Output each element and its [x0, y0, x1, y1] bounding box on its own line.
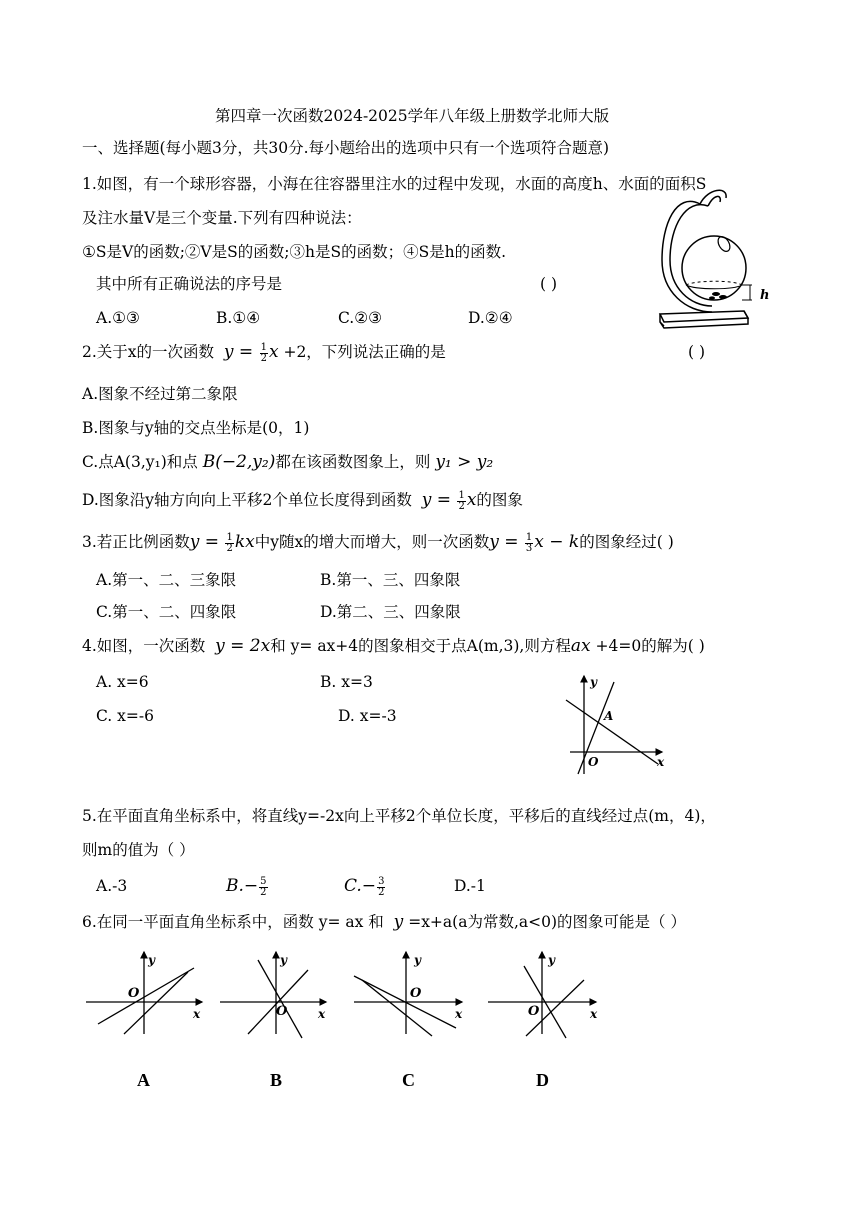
- q1-container-figure: [656, 184, 756, 334]
- q1-figure-h-label: h: [760, 288, 770, 303]
- q6-stem: 6.在同一平面直角坐标系中，函数 y= ax 和 y =x+a(a为常数,a<0)的图象可能是（ ）: [82, 912, 686, 932]
- q1-option-d: D.②④: [468, 309, 513, 327]
- q5-option-c: C.− $\frac{3}{2}$: [344, 875, 385, 898]
- q4-figure-point-a-label: A: [604, 709, 614, 723]
- q6-b-caption: B: [270, 1070, 283, 1090]
- q6-c-x-label: x: [455, 1007, 463, 1021]
- q4-stem: 4.如图，一次函数 y = 2x和 y= ax+4的图象相交于点A(m,3),则方程ax +4=0的解为( ): [82, 636, 705, 656]
- q2-option-c: C.点A(3,y₁)和点 B(−2,y₂)都在该函数图象上，则 y₁ > y₂: [82, 452, 494, 472]
- q2-answer-paren: ( ): [688, 343, 706, 361]
- q1-line2: 及注水量V是三个变量.下列有四种说法：: [82, 209, 362, 227]
- q6-a-y-label: y: [148, 953, 155, 967]
- q1-option-a: A.①③: [96, 309, 140, 327]
- section-heading: 一、选择题(每小题3分，共30分.每小题给出的选项中只有一个选项符合题意): [82, 139, 610, 157]
- q3-option-d: D.第二、三、四象限: [320, 603, 461, 621]
- q3-option-c: C.第一、二、四象限: [96, 603, 237, 621]
- q4-figure-origin-label: O: [588, 755, 599, 769]
- q1-option-b: B.①④: [216, 309, 261, 327]
- q4-graph-figure: [562, 670, 672, 780]
- q6-c-caption: C: [402, 1070, 415, 1090]
- q5-option-d: D.-1: [454, 877, 486, 895]
- q3-stem: 3.若正比例函数y = $\frac{1}{2}$ kx中y随x的增大而增大，则一次函数y = $\frac{1}{3}$ x − k的图象经过( ): [82, 531, 674, 554]
- q6-d-y-label: y: [548, 953, 555, 967]
- q2-option-d: D.图象沿y轴方向向上平移2个单位长度得到函数 y = $\frac{1}{2}$ x的图象: [82, 489, 523, 512]
- q6-c-origin-label: O: [410, 986, 422, 1001]
- q2-option-a: A.图象不经过第二象限: [82, 385, 238, 403]
- q6-a-x-label: x: [193, 1007, 201, 1021]
- q4-option-a: A. x=6: [96, 673, 149, 691]
- q6-d-origin-label: O: [528, 1004, 540, 1019]
- q6-b-origin-label: O: [276, 1004, 288, 1019]
- page-title: 第四章一次函数2024-2025学年八年级上册数学北师大版: [215, 107, 610, 125]
- q6-d-x-label: x: [590, 1007, 598, 1021]
- q3-option-a: A.第一、二、三象限: [96, 571, 237, 589]
- q3-option-b: B.第一、三、四象限: [320, 571, 461, 589]
- q6-b-y-label: y: [280, 953, 287, 967]
- q6-b-x-label: x: [318, 1007, 326, 1021]
- q4-option-d: D. x=-3: [338, 707, 397, 725]
- q2-option-d-fraction: $\frac{1}{2}$: [458, 489, 465, 512]
- q4-figure-x-label: x: [657, 755, 665, 769]
- q6-d-caption: D: [536, 1070, 549, 1090]
- q1-line3: ①S是V的函数;②V是S的函数;③h是S的函数；④S是h的函数.: [82, 243, 507, 261]
- q2-fraction: $\frac{1}{2}$: [260, 341, 267, 364]
- q1-answer-paren: ( ): [540, 275, 558, 293]
- q4-option-c: C. x=-6: [96, 707, 154, 725]
- q1-line1: 1.如图，有一个球形容器，小海在往容器里注水的过程中发现，水面的高度h、水面的面积S: [82, 175, 707, 193]
- q5-line2: 则m的值为（ ）: [82, 841, 195, 859]
- q5-option-b: B.− $\frac{5}{2}$: [226, 875, 267, 898]
- q2-option-b: B.图象与y轴的交点坐标是(0，1): [82, 419, 310, 437]
- q1-option-c: C.②③: [338, 309, 383, 327]
- q6-a-caption: A: [137, 1070, 150, 1090]
- q4-option-b: B. x=3: [320, 673, 373, 691]
- q5-option-a: A.-3: [96, 877, 128, 895]
- q5-line1: 5.在平面直角坐标系中，将直线y=-2x向上平移2个单位长度，平移后的直线经过点(m，4)，: [82, 807, 716, 825]
- q6-a-origin-label: O: [128, 986, 140, 1001]
- q2-stem: 2.关于x的一次函数 y = $\frac{1}{2}$ x +2，下列说法正确的是: [82, 341, 446, 364]
- q4-figure-y-label: y: [590, 675, 597, 689]
- q6-c-y-label: y: [414, 953, 421, 967]
- q1-line4: 其中所有正确说法的序号是: [96, 275, 283, 293]
